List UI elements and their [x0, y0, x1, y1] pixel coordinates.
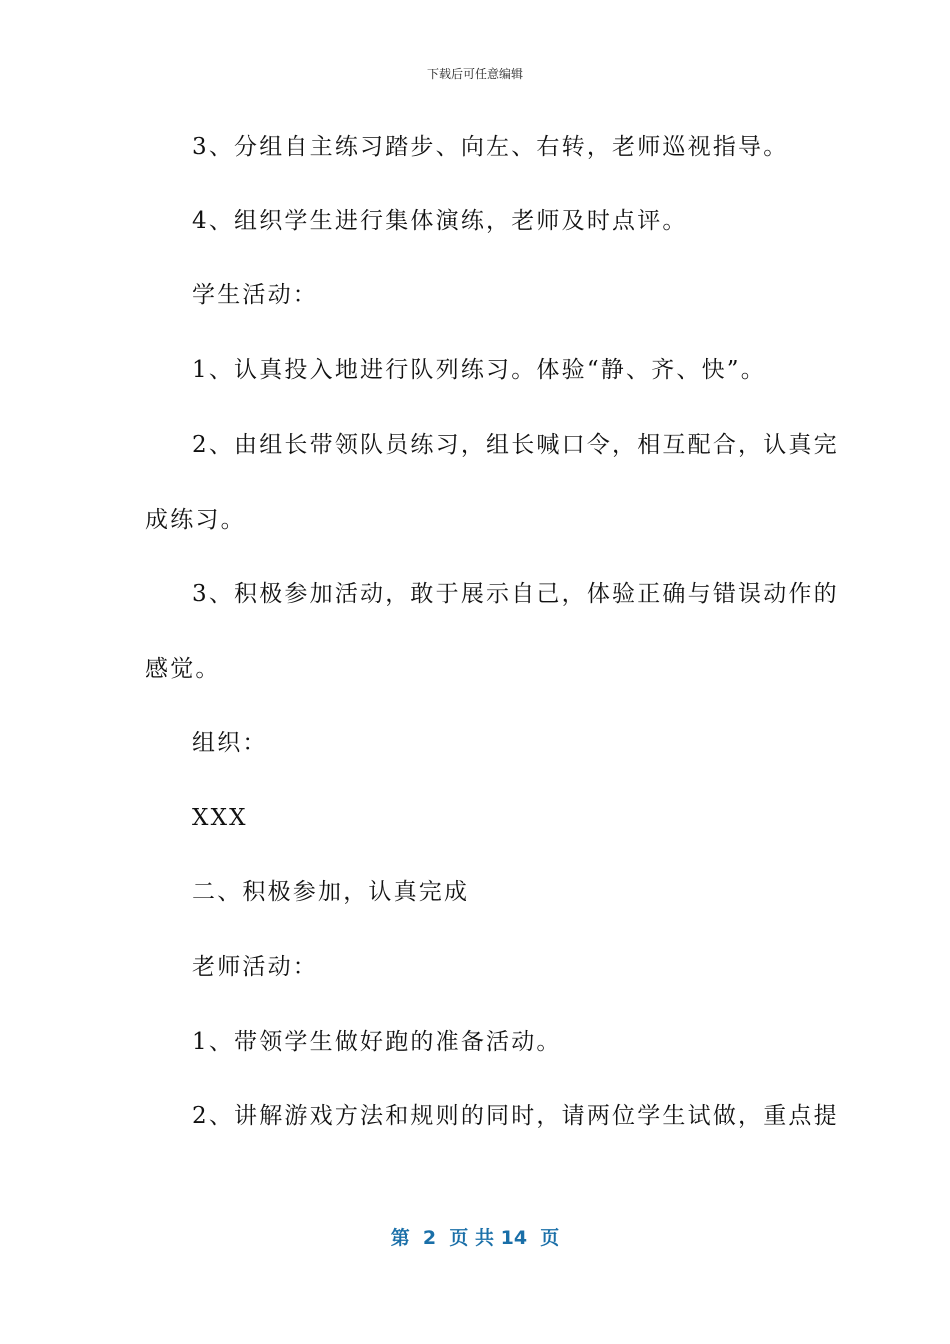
paragraph-line: 2、讲解游戏方法和规则的同时，请两位学生试做，重点提 — [192, 1103, 839, 1129]
paragraph-line: 1、带领学生做好跑的准备活动。 — [192, 1029, 562, 1055]
paragraph-line: 1、认真投入地进行队列练习。体验“静、齐、快”。 — [192, 357, 766, 383]
paragraph-line: 二、积极参加，认真完成 — [192, 879, 470, 905]
page-header: 下载后可任意编辑 — [426, 67, 523, 81]
paragraph-line: 4、组织学生进行集体演练，老师及时点评。 — [192, 208, 688, 234]
paragraph-line: 3、分组自主练习踏步、向左、右转，老师巡视指导。 — [192, 134, 789, 160]
paragraph-line: XXX — [192, 805, 248, 831]
page-footer: 第 2 页 共 14 页 — [390, 1227, 560, 1249]
paragraph-line: 成练习。 — [145, 507, 246, 533]
paragraph-line: 3、积极参加活动，敢于展示自己，体验正确与错误动作的 — [192, 581, 839, 607]
paragraph-line: 感觉。 — [145, 656, 221, 682]
paragraph-line: 老师活动： — [192, 954, 318, 980]
paragraph-line: 2、由组长带领队员练习，组长喊口令，相互配合，认真完 — [192, 432, 839, 458]
paragraph-line: 组织： — [192, 730, 268, 756]
paragraph-line: 学生活动： — [192, 282, 318, 308]
